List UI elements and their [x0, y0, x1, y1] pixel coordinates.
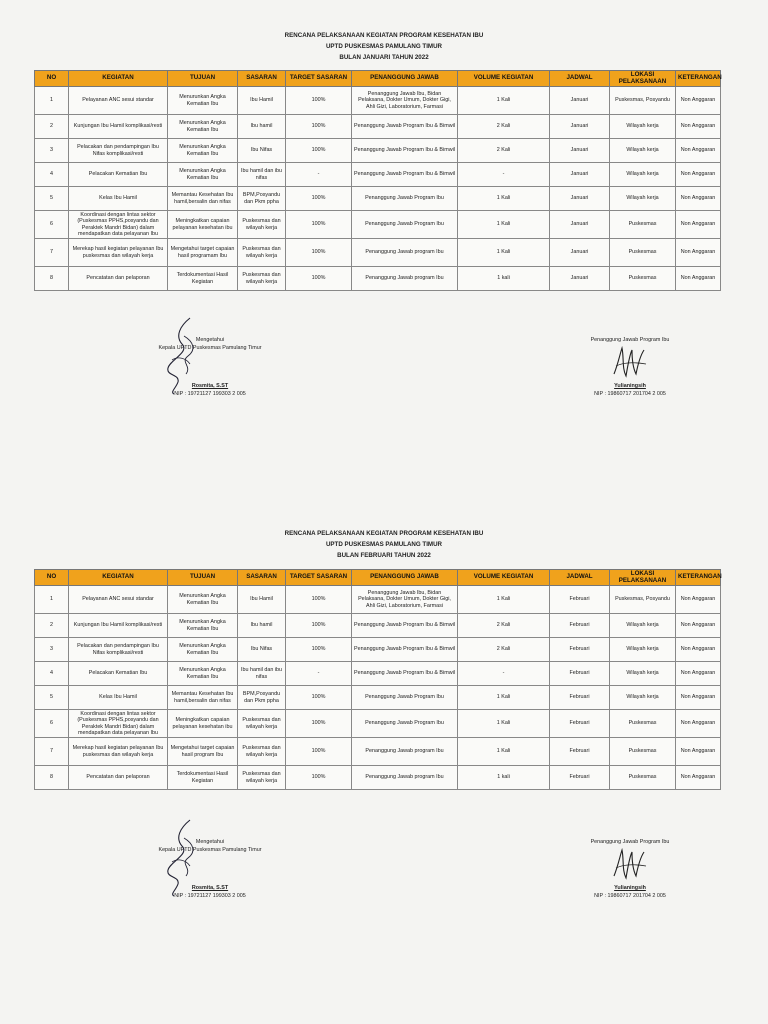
cell-keterangan: Non Anggaran: [676, 87, 721, 115]
cell-sasaran: Ibu hamil: [238, 115, 286, 139]
signature-role: Kepala UPTD Puskesmas Pamulang Timur: [158, 345, 262, 351]
signatory-nip: NIP : 19860717 201704 2 005: [594, 893, 666, 899]
cell-no: 6: [35, 211, 69, 239]
cell-target: 100%: [286, 139, 352, 163]
cell-jadwal: Januari: [550, 87, 610, 115]
document-title: RENCANA PELAKSANAAN KEGIATAN PROGRAM KESEHATAN IBU: [284, 32, 484, 39]
cell-jadwal: Januari: [550, 163, 610, 187]
cell-volume: 1 kali: [458, 267, 550, 291]
cell-kegiatan: Pelacakan dan pendampingan Ibu Nifas komplikasi/resti: [69, 139, 168, 163]
table-row: [35, 115, 721, 139]
cell-jadwal: Januari: [550, 187, 610, 211]
cell-keterangan: Non Anggaran: [676, 738, 721, 766]
table-row: [35, 662, 721, 686]
cell-no: 7: [35, 239, 69, 267]
cell-jadwal: Februari: [550, 710, 610, 738]
cell-tujuan: Terdokumentasi Hasil Kegiatan: [168, 766, 238, 790]
document-title: UPTD PUSKESMAS PAMULANG TIMUR: [325, 43, 443, 50]
cell-jadwal: Januari: [550, 115, 610, 139]
cell-tujuan: Menurunkan Angka Kematian Ibu: [168, 87, 238, 115]
cell-target: 100%: [286, 738, 352, 766]
cell-kegiatan: Pencatatan dan pelaporan: [69, 267, 168, 291]
cell-keterangan: Non Anggaran: [676, 115, 721, 139]
cell-kegiatan: Pelayanan ANC sesui standar: [69, 586, 168, 614]
cell-penanggung-jawab: Penanggung Jawab Program Ibu & Bimwil: [352, 662, 458, 686]
cell-tujuan: Mengetahui target capaian hasil program Ibu: [168, 738, 238, 766]
table-row: [35, 267, 721, 291]
table-row: [35, 87, 721, 115]
cell-sasaran: Ibu hamil dan ibu nifas: [238, 662, 286, 686]
cell-tujuan: Meningkatkan capaian pelayanan kesehatan ibu: [168, 211, 238, 239]
cell-penanggung-jawab: Penanggung Jawab Program Ibu: [352, 187, 458, 211]
table-row: [35, 239, 721, 267]
cell-keterangan: Non Anggaran: [676, 211, 721, 239]
cell-volume: 2 Kali: [458, 115, 550, 139]
table-header-row: [35, 570, 721, 586]
header-no: NO: [35, 71, 69, 87]
header-sasaran: SASARAN: [238, 71, 286, 87]
table-header-row: [35, 71, 721, 87]
table-row: [35, 766, 721, 790]
cell-kegiatan: Pelacakan Kematian Ibu: [69, 163, 168, 187]
activity-plan-table: [34, 569, 721, 790]
cell-sasaran: Ibu Hamil: [238, 586, 286, 614]
table-row: [35, 686, 721, 710]
cell-no: 6: [35, 710, 69, 738]
signatory-name: Rosmita, S.ST: [191, 383, 229, 389]
cell-no: 5: [35, 187, 69, 211]
cell-lokasi: Wilayah kerja: [610, 638, 676, 662]
cell-volume: -: [458, 163, 550, 187]
cell-no: 2: [35, 614, 69, 638]
cell-target: -: [286, 662, 352, 686]
document-page: [0, 500, 768, 1012]
cell-kegiatan: Pelacakan Kematian Ibu: [69, 662, 168, 686]
cell-target: 100%: [286, 211, 352, 239]
signatory-nip: NIP : 19860717 201704 2 005: [594, 391, 666, 397]
header-lokasi-pelaksanaan: LOKASI PELAKSANAAN: [610, 71, 676, 87]
header-sasaran: SASARAN: [238, 570, 286, 586]
cell-jadwal: Februari: [550, 586, 610, 614]
cell-lokasi: Wilayah kerja: [610, 686, 676, 710]
activity-plan-table: [34, 70, 721, 291]
table-row: [35, 163, 721, 187]
cell-volume: 1 Kali: [458, 586, 550, 614]
cell-penanggung-jawab: Penanggung Jawab program Ibu: [352, 239, 458, 267]
cell-target: 100%: [286, 115, 352, 139]
cell-tujuan: Mengetahui target capaian hasil programam Ibu: [168, 239, 238, 267]
cell-kegiatan: Pelayanan ANC sesui standar: [69, 87, 168, 115]
header-volume-kegiatan: VOLUME KEGIATAN: [458, 71, 550, 87]
document-title-block: [0, 30, 768, 63]
handwritten-signature-icon: [610, 344, 650, 380]
document-title: UPTD PUSKESMAS PAMULANG TIMUR: [325, 541, 443, 548]
signatory-name: Rosmita, S.ST: [191, 885, 229, 891]
cell-penanggung-jawab: Penanggung Jawab program Ibu: [352, 267, 458, 291]
signatory-nip: NIP : 19721127 199303 2 005: [174, 391, 246, 397]
cell-sasaran: BPM,Posyandu dan Pkm ppha: [238, 187, 286, 211]
cell-sasaran: Puskesmas dan wilayah kerja: [238, 239, 286, 267]
cell-volume: 2 Kali: [458, 139, 550, 163]
cell-no: 7: [35, 738, 69, 766]
table-row: [35, 586, 721, 614]
cell-sasaran: Puskesmas dan wilayah kerja: [238, 738, 286, 766]
cell-tujuan: Menurunkan Angka Kematian Ibu: [168, 115, 238, 139]
cell-kegiatan: Koordinasi dengan lintas sektor (Puskesmas PPHS,posyandu dan Peraktek Mandri Bidan) dalam mendapatkan data pelayanan Ibu: [69, 710, 168, 738]
cell-penanggung-jawab: Penanggung Jawab Program Ibu: [352, 686, 458, 710]
cell-tujuan: Menurunkan Angka Kematian Ibu: [168, 638, 238, 662]
cell-sasaran: Puskesmas dan wilayah kerja: [238, 267, 286, 291]
header-penanggung-jawab: PENANGGUNG JAWAB: [352, 71, 458, 87]
cell-target: 100%: [286, 187, 352, 211]
cell-sasaran: Puskesmas dan wilayah kerja: [238, 766, 286, 790]
cell-penanggung-jawab: Penanggung Jawab Program Ibu & Bimwil: [352, 638, 458, 662]
table-row: [35, 211, 721, 239]
cell-target: 100%: [286, 638, 352, 662]
header-lokasi-pelaksanaan: LOKASI PELAKSANAAN: [610, 570, 676, 586]
table-row: [35, 638, 721, 662]
cell-jadwal: Februari: [550, 638, 610, 662]
cell-no: 4: [35, 163, 69, 187]
cell-penanggung-jawab: Penanggung Jawab Ibu, Bidan Pelaksana, Dokter Umum, Dokter Gigi, Ahli Gizi, Laboratorium, Farmasi: [352, 87, 458, 115]
cell-kegiatan: Kunjungan Ibu Hamil komplikasi/resti: [69, 115, 168, 139]
cell-lokasi: Wilayah kerja: [610, 115, 676, 139]
cell-no: 8: [35, 267, 69, 291]
cell-sasaran: BPM,Posyandu dan Pkm ppha: [238, 686, 286, 710]
cell-volume: 1 Kali: [458, 686, 550, 710]
cell-sasaran: Ibu hamil: [238, 614, 286, 638]
signatory-name: Yulianingsih: [614, 885, 646, 891]
handwritten-signature-icon: [150, 818, 220, 898]
cell-target: 100%: [286, 614, 352, 638]
cell-jadwal: Februari: [550, 686, 610, 710]
cell-keterangan: Non Anggaran: [676, 614, 721, 638]
cell-sasaran: Ibu hamil dan ibu nifas: [238, 163, 286, 187]
signature-role: Penanggung Jawab Program Ibu: [590, 839, 670, 845]
cell-tujuan: Menurunkan Angka Kematian Ibu: [168, 662, 238, 686]
cell-lokasi: Puskesmas: [610, 766, 676, 790]
cell-target: 100%: [286, 87, 352, 115]
cell-jadwal: Februari: [550, 738, 610, 766]
header-no: NO: [35, 570, 69, 586]
cell-lokasi: Wilayah kerja: [610, 187, 676, 211]
cell-volume: 1 Kali: [458, 211, 550, 239]
cell-jadwal: Februari: [550, 614, 610, 638]
cell-keterangan: Non Anggaran: [676, 267, 721, 291]
cell-jadwal: Januari: [550, 139, 610, 163]
cell-jadwal: Januari: [550, 267, 610, 291]
cell-penanggung-jawab: Penanggung Jawab Program Ibu: [352, 211, 458, 239]
cell-lokasi: Puskesmas: [610, 738, 676, 766]
cell-kegiatan: Merekap hasil kegiatan pelayanan Ibu puskesmas dan wilayah kerja: [69, 239, 168, 267]
cell-volume: 1 kali: [458, 766, 550, 790]
cell-no: 3: [35, 638, 69, 662]
cell-tujuan: Menurunkan Angka Kematian Ibu: [168, 614, 238, 638]
cell-sasaran: Ibu Nifas: [238, 638, 286, 662]
cell-tujuan: Menurunkan Angka Kematian Ibu: [168, 163, 238, 187]
header-kegiatan: KEGIATAN: [69, 71, 168, 87]
cell-kegiatan: Merekap hasil kegiatan pelayanan Ibu puskesmas dan wilayah kerja: [69, 738, 168, 766]
document-title-block: [0, 528, 768, 561]
cell-lokasi: Puskesmas: [610, 267, 676, 291]
cell-target: 100%: [286, 586, 352, 614]
cell-penanggung-jawab: Penanggung Jawab Program Ibu & Bimwil: [352, 163, 458, 187]
cell-volume: -: [458, 662, 550, 686]
header-keterangan: KETERANGAN: [676, 71, 721, 87]
cell-lokasi: Wilayah kerja: [610, 139, 676, 163]
cell-keterangan: Non Anggaran: [676, 586, 721, 614]
cell-lokasi: Wilayah kerja: [610, 614, 676, 638]
cell-lokasi: Wilayah kerja: [610, 163, 676, 187]
table-row: [35, 710, 721, 738]
cell-volume: 1 Kali: [458, 187, 550, 211]
document-title: BULAN FEBRUARI TAHUN 2022: [337, 552, 431, 559]
cell-lokasi: Puskesmas: [610, 710, 676, 738]
cell-tujuan: Terdokumentasi Hasil Kegiatan: [168, 267, 238, 291]
cell-kegiatan: Koordinasi dengan lintas sektor (Puskesmas PPHS,posyandu dan Peraktek Mandri Bidan) dalam mendapatkan data pelayanan Ibu: [69, 211, 168, 239]
cell-kegiatan: Kelas Ibu Hamil: [69, 187, 168, 211]
cell-target: 100%: [286, 239, 352, 267]
cell-lokasi: Puskesmas, Posyandu: [610, 87, 676, 115]
header-target-sasaran: TARGET SASARAN: [286, 71, 352, 87]
header-kegiatan: KEGIATAN: [69, 570, 168, 586]
signature-block-program: [560, 838, 700, 900]
header-keterangan: KETERANGAN: [676, 570, 721, 586]
cell-sasaran: Puskesmas dan wilayah kerja: [238, 710, 286, 738]
cell-tujuan: Menurunkan Angka Kematian Ibu: [168, 586, 238, 614]
cell-volume: 1 Kali: [458, 239, 550, 267]
header-volume-kegiatan: VOLUME KEGIATAN: [458, 570, 550, 586]
cell-kegiatan: Kunjungan Ibu Hamil komplikasi/resti: [69, 614, 168, 638]
cell-penanggung-jawab: Penanggung Jawab Program Ibu: [352, 710, 458, 738]
signature-role: Kepala UPTD Puskesmas Pamulang Timur: [158, 847, 262, 853]
cell-sasaran: Puskesmas dan wilayah kerja: [238, 211, 286, 239]
cell-target: 100%: [286, 686, 352, 710]
signature-block-program: [560, 336, 700, 398]
handwritten-signature-icon: [150, 316, 220, 396]
signature-role: Penanggung Jawab Program Ibu: [590, 337, 670, 343]
cell-penanggung-jawab: Penanggung Jawab Program Ibu & Bimwil: [352, 115, 458, 139]
cell-sasaran: Ibu Nifas: [238, 139, 286, 163]
cell-volume: 2 Kali: [458, 638, 550, 662]
cell-target: 100%: [286, 710, 352, 738]
cell-jadwal: Februari: [550, 662, 610, 686]
cell-no: 4: [35, 662, 69, 686]
handwritten-signature-icon: [610, 846, 650, 882]
cell-no: 3: [35, 139, 69, 163]
document-title: RENCANA PELAKSANAAN KEGIATAN PROGRAM KESEHATAN IBU: [284, 530, 484, 537]
signatory-name: Yulianingsih: [614, 383, 646, 389]
cell-no: 1: [35, 586, 69, 614]
cell-tujuan: Memantau Kesehatan Ibu hamil,bersalin dan nifas: [168, 187, 238, 211]
signatory-nip: NIP : 19721127 199303 2 005: [174, 893, 246, 899]
cell-no: 1: [35, 87, 69, 115]
cell-penanggung-jawab: Penanggung Jawab Program Ibu & Bimwil: [352, 139, 458, 163]
signature-caption: Mengetahui: [195, 839, 225, 845]
cell-jadwal: Januari: [550, 239, 610, 267]
cell-keterangan: Non Anggaran: [676, 638, 721, 662]
cell-penanggung-jawab: Penanggung Jawab program Ibu: [352, 766, 458, 790]
cell-jadwal: Januari: [550, 211, 610, 239]
cell-no: 5: [35, 686, 69, 710]
header-jadwal: JADWAL: [550, 71, 610, 87]
cell-lokasi: Puskesmas, Posyandu: [610, 586, 676, 614]
cell-penanggung-jawab: Penanggung Jawab program Ibu: [352, 738, 458, 766]
cell-volume: 2 Kali: [458, 614, 550, 638]
cell-keterangan: Non Anggaran: [676, 139, 721, 163]
cell-lokasi: Wilayah kerja: [610, 662, 676, 686]
cell-target: 100%: [286, 766, 352, 790]
cell-kegiatan: Pencatatan dan pelaporan: [69, 766, 168, 790]
table-row: [35, 187, 721, 211]
cell-volume: 1 Kali: [458, 87, 550, 115]
cell-target: -: [286, 163, 352, 187]
cell-keterangan: Non Anggaran: [676, 163, 721, 187]
cell-penanggung-jawab: Penanggung Jawab Program Ibu & Bimwil: [352, 614, 458, 638]
cell-tujuan: Menurunkan Angka Kematian Ibu: [168, 139, 238, 163]
cell-no: 2: [35, 115, 69, 139]
signature-block-head: [120, 336, 300, 398]
cell-sasaran: Ibu Hamil: [238, 87, 286, 115]
cell-tujuan: Memantau Kesehatan Ibu hamil,bersalin dan nifas: [168, 686, 238, 710]
cell-keterangan: Non Anggaran: [676, 239, 721, 267]
cell-kegiatan: Pelacakan dan pendampingan Ibu Nifas komplikasi/resti: [69, 638, 168, 662]
cell-volume: 1 Kali: [458, 710, 550, 738]
cell-lokasi: Puskesmas: [610, 239, 676, 267]
cell-penanggung-jawab: Penanggung Jawab Ibu, Bidan Pelaksana, Dokter Umum, Dokter Gigi, Ahli Gizi, Laboratorium, Farmasi: [352, 586, 458, 614]
header-target-sasaran: TARGET SASARAN: [286, 570, 352, 586]
table-row: [35, 139, 721, 163]
table-row: [35, 738, 721, 766]
header-penanggung-jawab: PENANGGUNG JAWAB: [352, 570, 458, 586]
cell-keterangan: Non Anggaran: [676, 662, 721, 686]
signature-caption: Mengetahui: [195, 337, 225, 343]
cell-no: 8: [35, 766, 69, 790]
header-jadwal: JADWAL: [550, 570, 610, 586]
document-title: BULAN JANUARI TAHUN 2022: [339, 54, 429, 61]
cell-kegiatan: Kelas Ibu Hamil: [69, 686, 168, 710]
cell-target: 100%: [286, 267, 352, 291]
cell-keterangan: Non Anggaran: [676, 187, 721, 211]
header-tujuan: TUJUAN: [168, 570, 238, 586]
cell-volume: 1 Kali: [458, 738, 550, 766]
cell-keterangan: Non Anggaran: [676, 686, 721, 710]
cell-lokasi: Puskesmas: [610, 211, 676, 239]
cell-tujuan: Meningkatkan capaian pelayanan kesehatan ibu: [168, 710, 238, 738]
signature-block-head: [120, 838, 300, 900]
header-tujuan: TUJUAN: [168, 71, 238, 87]
cell-jadwal: Februari: [550, 766, 610, 790]
cell-keterangan: Non Anggaran: [676, 710, 721, 738]
cell-keterangan: Non Anggaran: [676, 766, 721, 790]
table-row: [35, 614, 721, 638]
